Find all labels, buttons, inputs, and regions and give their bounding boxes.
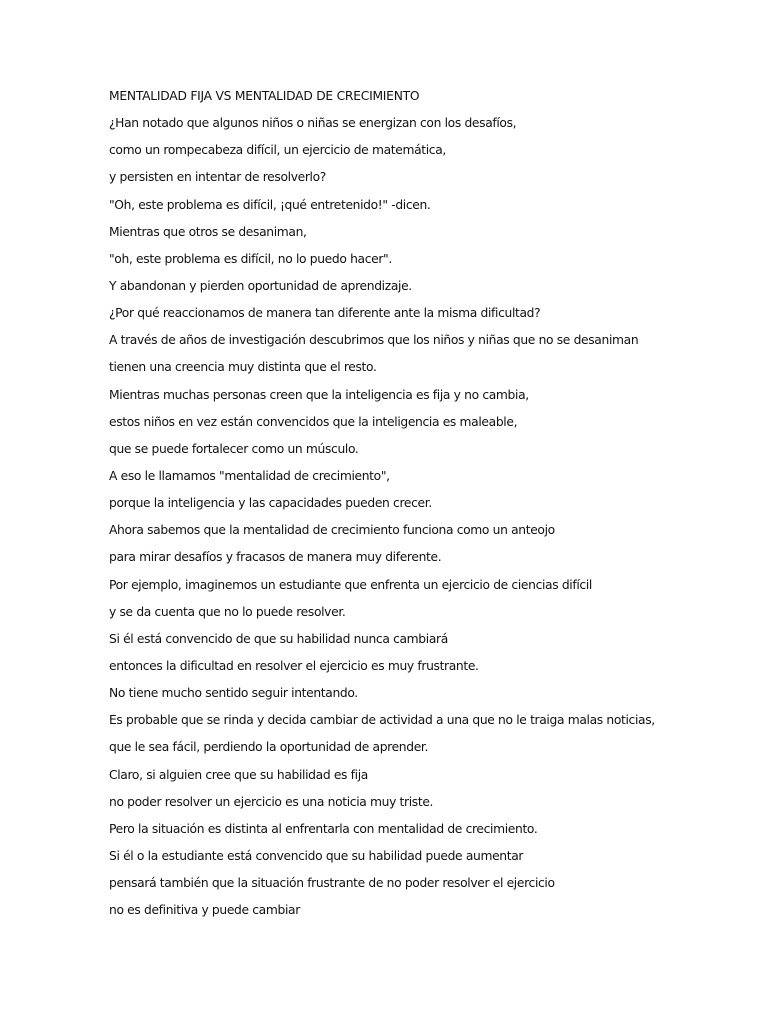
- paragraph-line: que se puede fortalecer como un músculo.: [109, 441, 359, 456]
- paragraph-line: que le sea fácil, perdiendo la oportunidad de aprender.: [109, 740, 429, 755]
- paragraph-line: no es definitiva y puede cambiar: [109, 903, 300, 918]
- paragraph-line: y se da cuenta que no lo puede resolver.: [109, 604, 346, 619]
- paragraph-line: tienen una creencia muy distinta que el resto.: [109, 360, 377, 375]
- paragraph-line: No tiene mucho sentido seguir intentando.: [109, 686, 358, 701]
- paragraph-line: estos niños en vez están convencidos que la inteligencia es maleable,: [109, 414, 518, 429]
- paragraph-line: Por ejemplo, imaginemos un estudiante que enfrenta un ejercicio de ciencias difícil: [109, 577, 592, 592]
- paragraph-line: porque la inteligencia y las capacidades pueden crecer.: [109, 496, 432, 511]
- paragraph-line: Es probable que se rinda y decida cambiar de actividad a una que no le traiga malas noticias,: [109, 713, 655, 728]
- paragraph-line: Pero la situación es distinta al enfrentarla con mentalidad de crecimiento.: [109, 821, 538, 836]
- paragraph-line: ¿Han notado que algunos niños o niñas se energizan con los desafíos,: [109, 116, 517, 131]
- document-lines: [109, 110, 749, 924]
- paragraph-line: pensará también que la situación frustrante de no poder resolver el ejercicio: [109, 876, 555, 891]
- paragraph-line: Mientras muchas personas creen que la inteligencia es fija y no cambia,: [109, 387, 529, 402]
- paragraph-line: "Oh, este problema es difícil, ¡qué entretenido!" -dicen.: [109, 197, 431, 212]
- paragraph-line: como un rompecabeza difícil, un ejercicio de matemática,: [109, 143, 446, 158]
- paragraph-line: Ahora sabemos que la mentalidad de crecimiento funciona como un anteojo: [109, 523, 555, 538]
- paragraph-line: Si él está convencido de que su habilidad nunca cambiará: [109, 631, 448, 646]
- document-body: [109, 83, 749, 924]
- paragraph-line: A través de años de investigación descubrimos que los niños y niñas que no se desaniman: [109, 333, 639, 348]
- paragraph-line: para mirar desafíos y fracasos de manera muy diferente.: [109, 550, 442, 565]
- paragraph-line: "oh, este problema es difícil, no lo puedo hacer".: [109, 251, 392, 266]
- paragraph-line: Y abandonan y pierden oportunidad de aprendizaje.: [109, 278, 412, 293]
- paragraph-line: Si él o la estudiante está convencido que su habilidad puede aumentar: [109, 848, 524, 863]
- paragraph-line: no poder resolver un ejercicio es una noticia muy triste.: [109, 794, 434, 809]
- paragraph-line: ¿Por qué reaccionamos de manera tan diferente ante la misma dificultad?: [109, 306, 541, 321]
- paragraph-line: entonces la dificultad en resolver el ejercicio es muy frustrante.: [109, 658, 479, 673]
- paragraph-line: Mientras que otros se desaniman,: [109, 224, 307, 239]
- paragraph-line: Claro, si alguien cree que su habilidad es fija: [109, 767, 368, 782]
- document-title: MENTALIDAD FIJA VS MENTALIDAD DE CRECIMIENTO: [109, 89, 420, 103]
- paragraph-line: A eso le llamamos "mentalidad de crecimiento",: [109, 468, 390, 483]
- paragraph-line: y persisten en intentar de resolverlo?: [109, 170, 326, 185]
